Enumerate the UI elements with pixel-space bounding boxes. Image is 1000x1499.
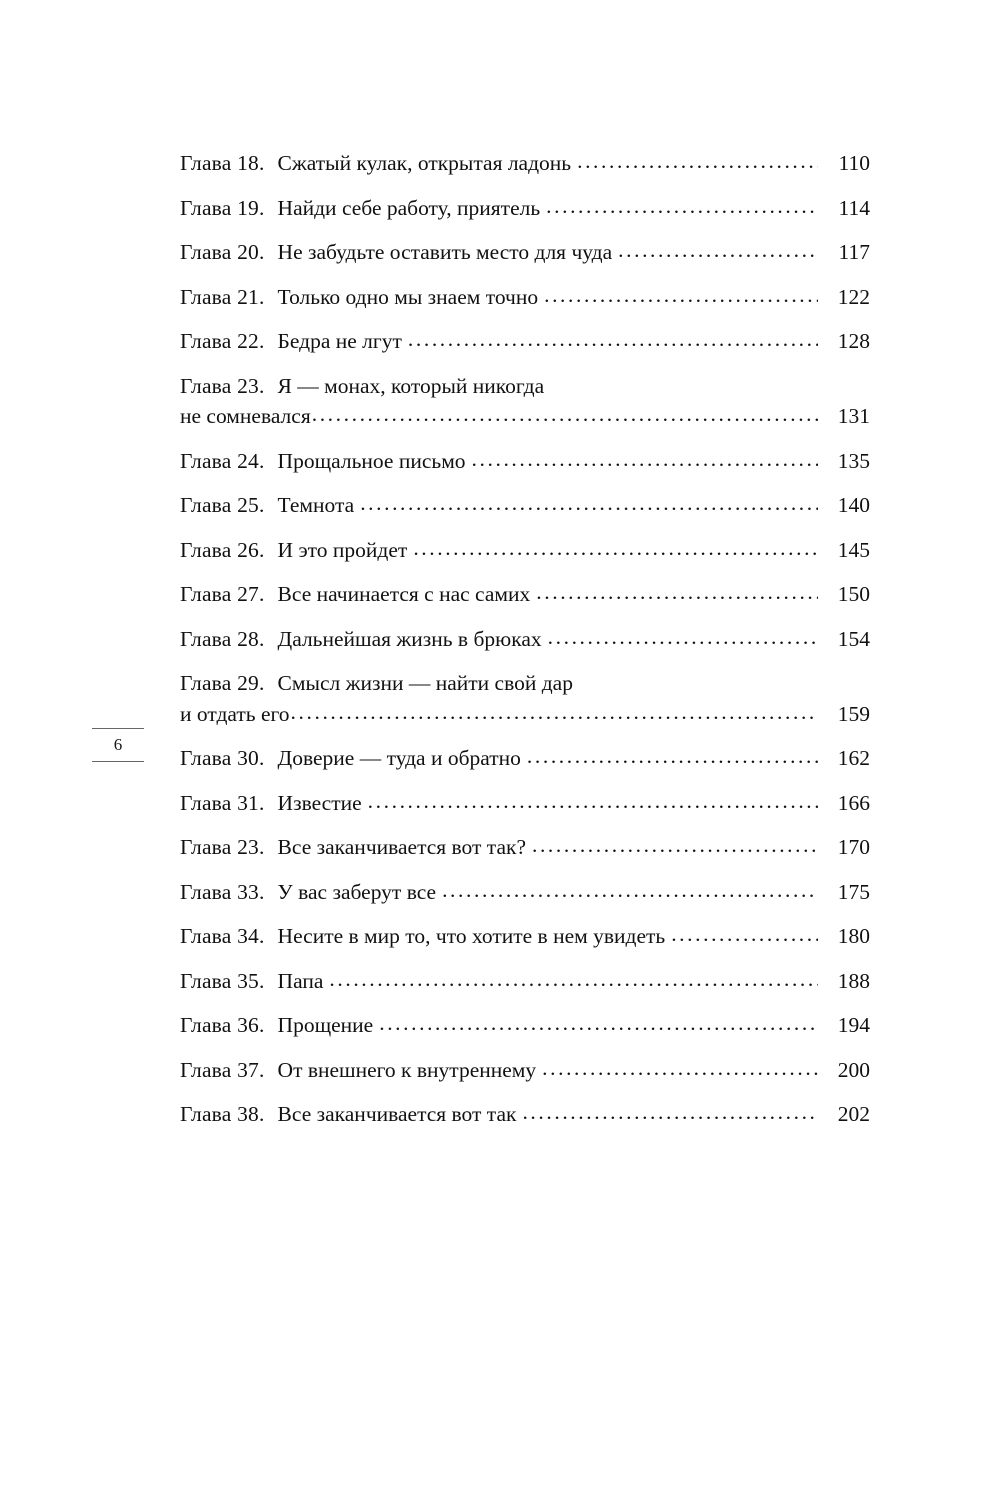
toc-leader-dots	[527, 743, 818, 771]
toc-chapter-title: Прощение	[277, 1013, 374, 1038]
toc-chapter-label: Глава 21.	[180, 284, 265, 309]
toc-entry[interactable]	[180, 1012, 870, 1040]
toc-entry-line	[180, 834, 870, 862]
toc-entry[interactable]	[180, 328, 870, 356]
toc-leader-dots	[413, 535, 818, 563]
toc-page-number: 128	[837, 329, 870, 354]
toc-entry[interactable]	[180, 670, 870, 728]
toc-entry[interactable]	[180, 537, 870, 565]
toc-entry-line	[180, 150, 870, 178]
toc-chapter-title: Все заканчивается вот так?	[277, 835, 526, 860]
toc-entry[interactable]	[180, 195, 870, 223]
toc-entry-line	[180, 745, 870, 773]
toc-chapter-title: Только одно мы знаем точно	[277, 284, 539, 309]
toc-leader-dots	[542, 1055, 818, 1083]
toc-entry[interactable]	[180, 284, 870, 312]
toc-chapter-title: У вас заберут все	[277, 879, 437, 904]
toc-leader-dots	[329, 966, 818, 994]
toc-page-number: 159	[837, 701, 870, 726]
toc-leader-dots	[522, 1099, 818, 1127]
toc-entry-line	[180, 239, 870, 267]
toc-entry-line	[180, 448, 870, 476]
toc-entry-line	[180, 968, 870, 996]
toc-chapter-title: Смысл жизни — найти свой дар	[277, 671, 573, 696]
toc-chapter-label: Глава 22.	[180, 329, 265, 354]
toc-leader-dots	[312, 401, 818, 429]
toc-chapter-title: Найди себе работу, приятель	[277, 195, 541, 220]
toc-entry-line	[180, 195, 870, 223]
toc-chapter-label: Глава 30.	[180, 746, 265, 771]
toc-leader-dots	[532, 832, 818, 860]
toc-chapter-label: Глава 24.	[180, 448, 265, 473]
page-folio	[88, 728, 148, 762]
toc-page-number: 188	[837, 968, 870, 993]
toc-entry[interactable]	[180, 626, 870, 654]
toc-page-number: 150	[837, 582, 870, 607]
toc-page-number: 114	[838, 195, 870, 220]
toc-leader-dots	[360, 490, 818, 518]
toc-page-number: 131	[837, 404, 870, 429]
toc-leader-dots	[536, 579, 818, 607]
toc-chapter-label: Глава 26.	[180, 537, 265, 562]
toc-entry-line	[180, 492, 870, 520]
toc-chapter-title: Доверие — туда и обратно	[277, 746, 521, 771]
toc-chapter-title: Все начинается с нас самих	[277, 582, 531, 607]
toc-entry[interactable]	[180, 581, 870, 609]
toc-page-number: 110	[838, 151, 870, 175]
toc-leader-dots	[408, 326, 818, 354]
toc-entry-line	[180, 626, 870, 654]
toc-leader-dots	[618, 237, 818, 265]
toc-page-number: 202	[837, 1102, 870, 1127]
toc-chapter-label: Глава 37.	[180, 1057, 265, 1082]
toc-entry-line	[180, 790, 870, 818]
toc-chapter-title: От внешнего к внутреннему	[277, 1057, 537, 1082]
toc-chapter-title: Бедра не лгут	[277, 329, 402, 354]
toc-entry[interactable]	[180, 790, 870, 818]
folio-rule-top	[92, 728, 144, 729]
toc-entry[interactable]	[180, 745, 870, 773]
toc-chapter-label: Глава 23.	[180, 835, 265, 860]
toc-entry[interactable]	[180, 923, 870, 951]
toc-entry[interactable]	[180, 492, 870, 520]
toc-chapter-label: Глава 28.	[180, 626, 265, 651]
toc-entry[interactable]	[180, 1057, 870, 1085]
toc-leader-dots	[548, 624, 818, 652]
toc-entry[interactable]	[180, 1101, 870, 1129]
toc-chapter-label: Глава 20.	[180, 240, 265, 265]
toc-page-number: 117	[838, 240, 870, 265]
toc-chapter-label: Глава 19.	[180, 195, 265, 220]
toc-chapter-label: Глава 36.	[180, 1013, 265, 1038]
toc-chapter-title: Дальнейшая жизнь в брюках	[277, 626, 542, 651]
toc-chapter-title: Прощальное письмо	[277, 448, 466, 473]
toc-entry-line	[180, 1012, 870, 1040]
toc-leader-dots	[291, 699, 818, 727]
toc-entry-line	[180, 1057, 870, 1085]
folio-rule-bottom	[92, 761, 144, 762]
toc-chapter-title: Не забудьте оставить место для чуда	[277, 240, 613, 265]
toc-chapter-title: Папа	[277, 968, 324, 993]
toc-chapter-title: Темнота	[277, 493, 355, 518]
toc-page-number: 175	[837, 879, 870, 904]
toc-entry-continuation	[180, 403, 870, 431]
toc-page-number: 200	[837, 1057, 870, 1082]
table-of-contents	[180, 150, 870, 1146]
toc-leader-dots	[671, 921, 818, 949]
toc-chapter-title: Сжатый кулак, открытая ладонь	[277, 151, 572, 175]
toc-chapter-label: Глава 38.	[180, 1102, 265, 1127]
toc-entry-line	[180, 284, 870, 312]
toc-entry[interactable]	[180, 373, 870, 431]
toc-chapter-title: Несите в мир то, что хотите в нем увидеть	[277, 924, 666, 949]
toc-entry-line	[180, 328, 870, 356]
toc-chapter-label: Глава 27.	[180, 582, 265, 607]
toc-entry-line	[180, 923, 870, 951]
toc-chapter-label: Глава 34.	[180, 924, 265, 949]
toc-leader-dots	[379, 1010, 818, 1038]
toc-leader-dots	[577, 148, 818, 176]
toc-page-number: 166	[837, 790, 870, 815]
toc-entry-line	[180, 581, 870, 609]
toc-entry[interactable]	[180, 834, 870, 862]
toc-chapter-label: Глава 33.	[180, 879, 265, 904]
toc-leader-dots	[472, 446, 818, 474]
toc-chapter-title-continued: не сомневался	[180, 404, 311, 429]
toc-chapter-title-continued: и отдать его	[180, 701, 290, 726]
toc-entry[interactable]	[180, 968, 870, 996]
toc-entry-line	[180, 1101, 870, 1129]
toc-entry[interactable]	[180, 448, 870, 476]
folio-number: 6	[113, 735, 123, 754]
toc-chapter-label: Глава 18.	[180, 151, 265, 175]
toc-page-number: 135	[837, 448, 870, 473]
toc-leader-dots	[368, 788, 818, 816]
toc-entry-line	[180, 879, 870, 907]
toc-page-number: 180	[837, 924, 870, 949]
toc-chapter-title: Я — монах, который никогда	[277, 373, 545, 398]
toc-chapter-title: И это пройдет	[277, 537, 408, 562]
toc-leader-dots	[544, 282, 818, 310]
toc-entry-continuation	[180, 701, 870, 729]
toc-chapter-label: Глава 35.	[180, 968, 265, 993]
toc-entry-line	[180, 373, 870, 401]
toc-entry-line	[180, 537, 870, 565]
toc-entry-line	[180, 670, 870, 698]
toc-page-number: 145	[837, 537, 870, 562]
toc-page-number: 154	[837, 626, 870, 651]
toc-page-number: 122	[837, 284, 870, 309]
toc-page-number: 170	[837, 835, 870, 860]
toc-page-number: 194	[837, 1013, 870, 1038]
toc-entry[interactable]	[180, 879, 870, 907]
toc-page-number: 140	[837, 493, 870, 518]
toc-leader-dots	[442, 877, 818, 905]
toc-chapter-title: Все заканчивается вот так	[277, 1102, 517, 1127]
toc-chapter-title: Известие	[277, 790, 362, 815]
toc-chapter-label: Глава 23.	[180, 373, 265, 398]
toc-chapter-label: Глава 25.	[180, 493, 265, 518]
toc-chapter-label: Глава 31.	[180, 790, 265, 815]
toc-chapter-label: Глава 29.	[180, 671, 265, 696]
toc-page-number: 162	[837, 746, 870, 771]
toc-entry[interactable]	[180, 150, 870, 178]
toc-entry[interactable]	[180, 239, 870, 267]
toc-leader-dots	[546, 193, 818, 221]
